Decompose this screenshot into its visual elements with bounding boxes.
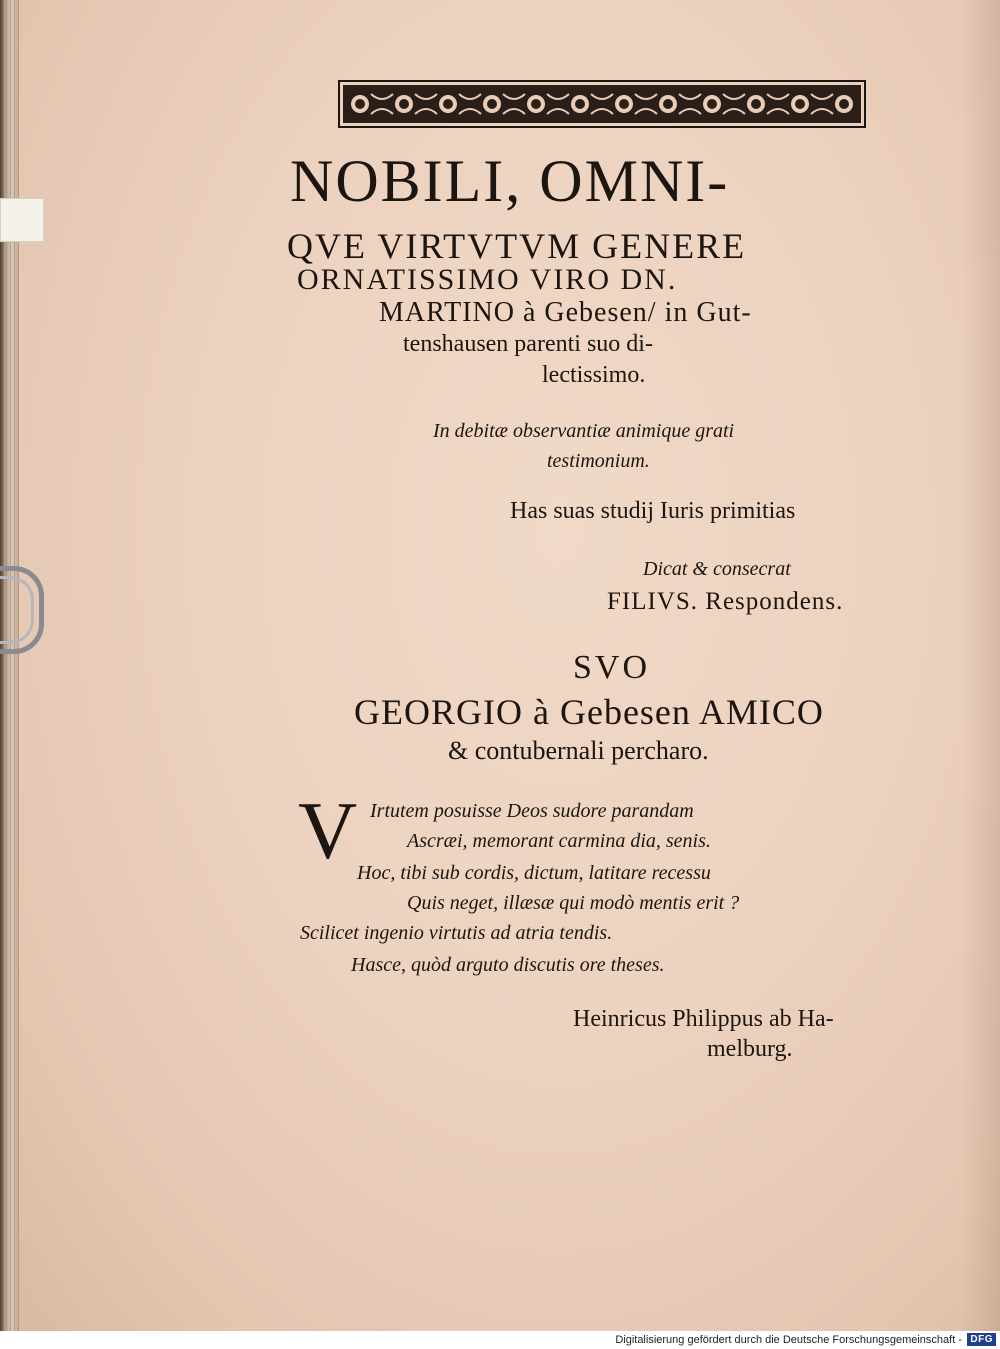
paper-bookmark: [0, 198, 44, 242]
poem-verse: Scilicet ingenio virtutis ad atria tendis.: [300, 922, 613, 944]
dedication-italic-line-2: testimonium.: [547, 450, 650, 472]
dedication-title-line-1: NOBILI, OMNI-: [290, 148, 730, 214]
dedication-primitias: Has suas studij Iuris primitias: [510, 498, 796, 524]
dedication-filius: FILIVS. Respondens.: [607, 588, 844, 615]
poem-heading-contubernali: & contubernali percharo.: [448, 736, 709, 765]
poem-signature-line-2: melburg.: [707, 1036, 793, 1062]
poem-verse: Quis neget, illæsæ qui modò mentis erit ?: [407, 892, 740, 914]
footer-bar: [0, 1331, 1000, 1349]
poem-verse: Ascræi, memorant carmina dia, senis.: [407, 830, 711, 852]
poem-verse: Hoc, tibi sub cordis, dictum, latitare recessu: [357, 862, 711, 884]
dedication-title-line-2: QVE VIRTVTVM GENERE: [287, 226, 747, 266]
page-shade: [961, 0, 1000, 1331]
poem-signature-line-1: Heinricus Philippus ab Ha-: [573, 1006, 834, 1032]
poem-heading-georgio: GEORGIO à Gebesen AMICO: [354, 692, 824, 732]
ornament-border: [338, 80, 866, 128]
dfg-logo-icon[interactable]: DFG: [967, 1333, 996, 1346]
dedication-dicat: Dicat & consecrat: [643, 558, 791, 580]
dedication-title-line-4: MARTINO à Gebesen/ in Gut-: [379, 297, 752, 328]
paper-clip-inner: [0, 576, 34, 644]
footer-credit: Digitalisierung gefördert durch die Deutsche Forschungsgemeinschaft -: [615, 1334, 962, 1346]
dedication-title-line-5: tenshausen parenti suo di-: [403, 331, 653, 357]
dedication-title-line-3: ORNATISSIMO VIRO DN.: [297, 263, 678, 296]
dedication-title-line-6: lectissimo.: [542, 362, 646, 388]
dedication-italic-line-1: In debitæ observantiæ animique grati: [433, 420, 735, 442]
poem-dropcap: V: [298, 785, 358, 876]
poem-verse: Irtutem posuisse Deos sudore parandam: [370, 800, 694, 822]
poem-verse: Hasce, quòd arguto discutis ore theses.: [351, 954, 665, 976]
poem-heading-suo: SVO: [573, 649, 651, 686]
